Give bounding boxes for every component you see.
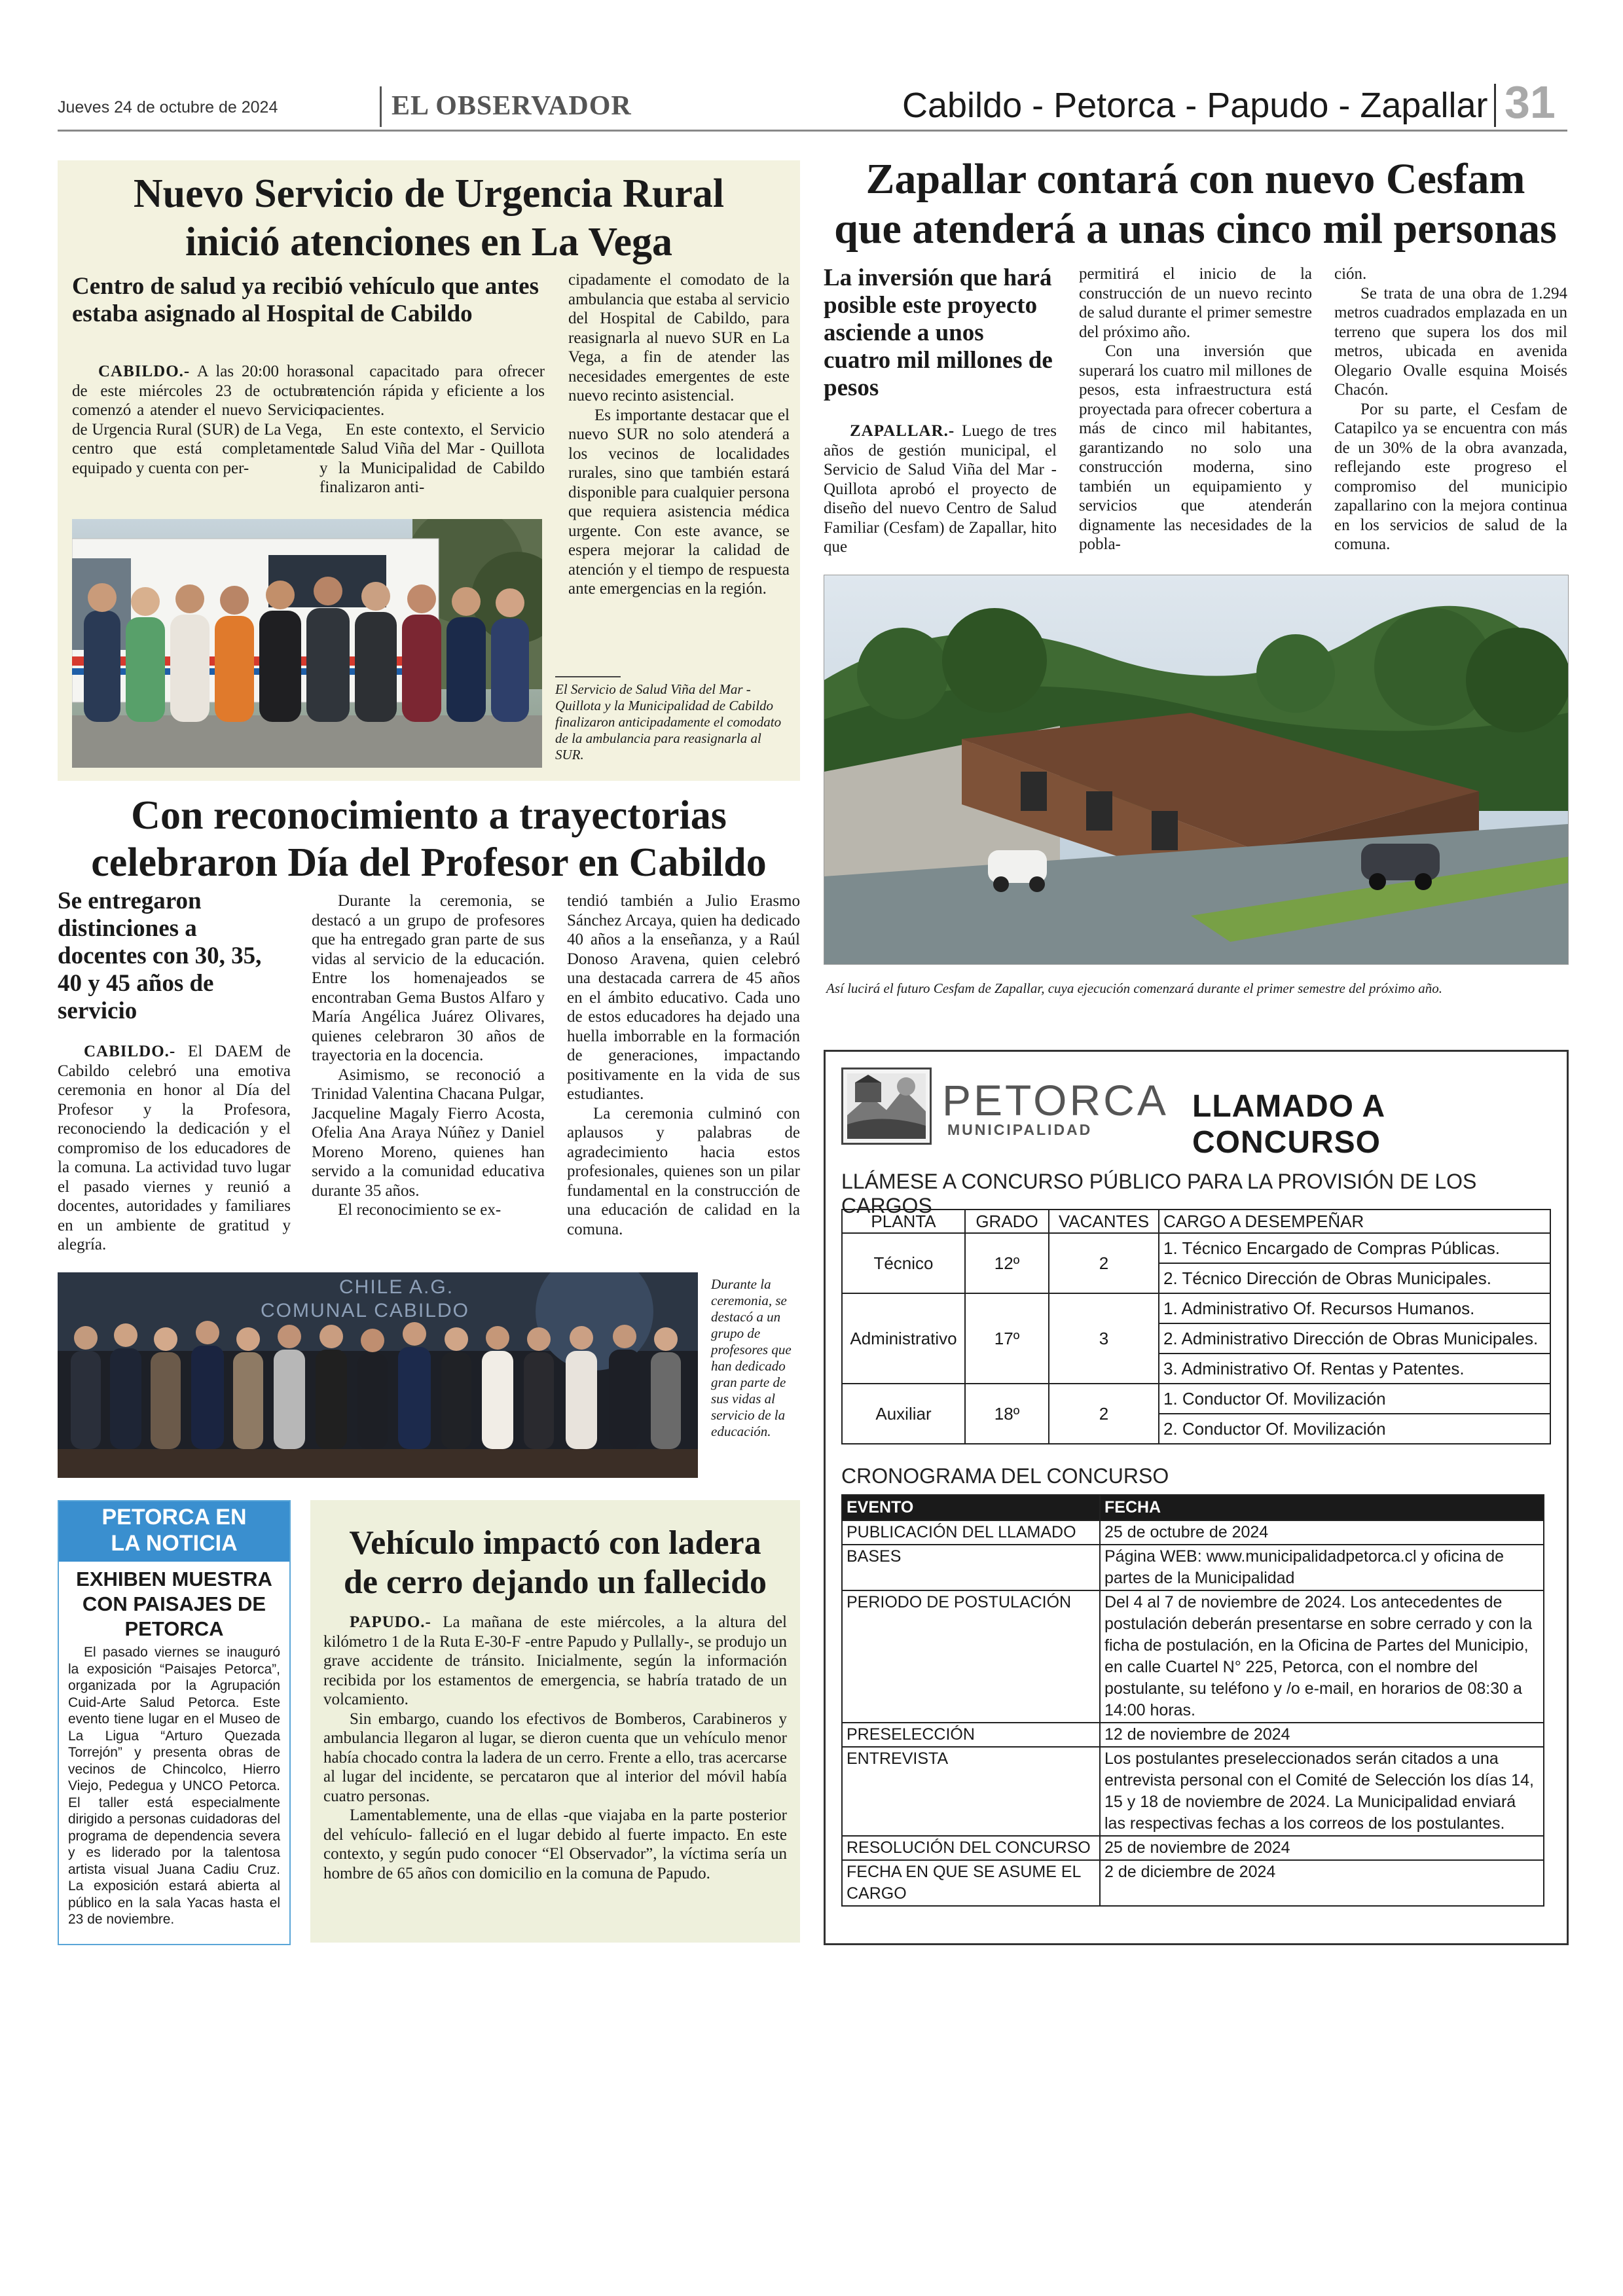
ad-title: LLAMADO A CONCURSO [1192, 1089, 1385, 1160]
cargo-cell: 2. Administrativo Dirección de Obras Municipales. [1159, 1323, 1550, 1354]
table-row [842, 1723, 1544, 1747]
sidebar-title: EXHIBEN MUESTRA CON PAISAJES DE PETORCA [76, 1568, 272, 1640]
cargo-cell: 2. Técnico Dirección de Obras Municipales. [1159, 1263, 1550, 1293]
body-text: Lamentablemente, una de ellas -que viajaba en la parte posterior del vehículo- falleció en el lugar debido al fuerte impacto. En este contexto, y según pudo conocer “El Observador”, la víctima sería un hombre de 65 años con domicilio en la comuna de Papudo. [323, 1806, 787, 1882]
table-row [842, 1747, 1544, 1836]
table-row [842, 1293, 1550, 1323]
page-number: 31 [1504, 77, 1556, 128]
vacantes-cell: 2 [1049, 1384, 1159, 1444]
article-headline [310, 1524, 800, 1602]
issue-date: Jueves 24 de octubre de 2024 [58, 98, 278, 117]
petorca-logo-icon [841, 1067, 932, 1145]
masthead-divider [380, 86, 382, 127]
section-title: Cabildo - Petorca - Papudo - Zapallar [902, 86, 1488, 125]
planta-cell: Técnico [842, 1233, 965, 1293]
article-column [58, 1042, 291, 1255]
article-papudo-accident [310, 1500, 800, 1943]
article-column [312, 891, 545, 1220]
body-text: Luego de tres años de gestión municipal, el Servicio de Salud Viña del Mar - Quillota aprobó el proyecto de diseño del nuevo Centro de Salud Familiar (Cesfam) de Zapallar, hito que [824, 422, 1057, 556]
photo-caption: Durante la ceremonia, se destacó a un grupo de profesores que han dedicado gran parte de sus vidas al servicio de la educación. [711, 1276, 792, 1439]
banner-text: CHILE A.G. [339, 1276, 454, 1298]
positions-table [841, 1209, 1551, 1444]
article-kicker: La inversión que hará posible este proyecto asciende a unos cuatro mil millones de pesos [824, 264, 1053, 401]
fecha-cell: 2 de diciembre de 2024 [1100, 1860, 1544, 1906]
cesfam-render-image [824, 575, 1569, 965]
schedule-table [841, 1494, 1544, 1907]
planta-cell: Auxiliar [842, 1384, 965, 1444]
cargo-cell: 3. Administrativo Of. Rentas y Patentes. [1159, 1354, 1550, 1384]
headline-line: que atenderá a unas cinco mil personas [834, 205, 1557, 253]
article-headline [58, 170, 800, 266]
body-text: En este contexto, el Servicio de Salud Viña del Mar - Quillota y la Municipalidad de Cabildo finalizaron anti- [319, 420, 545, 496]
fecha-cell: 12 de noviembre de 2024 [1100, 1723, 1544, 1747]
logo-sub: MUNICIPALIDAD [947, 1121, 1093, 1138]
table-row [842, 1590, 1544, 1723]
fecha-cell: Página WEB: www.municipalidadpetorca.cl y oficina de partes de la Municipalidad [1100, 1545, 1544, 1590]
teachers-ceremony-photo [58, 1272, 698, 1478]
article-headline [824, 154, 1567, 254]
article-headline [58, 792, 800, 886]
sidebar-header-line: PETORCA EN [101, 1505, 247, 1530]
body-text: A las 20:00 horas de este miércoles 23 de octubre comenzó a atender el nuevo Servicio de Urgencia Rural (SUR) de La Vega, centro que está completamente equipado y cuenta con per- [72, 363, 322, 477]
article-column [824, 422, 1057, 557]
evento-cell: PRESELECCIÓN [842, 1723, 1100, 1747]
body-text: Con una inversión que superará los cuatro mil millones de pesos, esta infraestructura está proyectada para ofrecer cobertura a más de cinco mil habitantes, garantizando no solo una construcción moderna, sino también un equipamiento y servicios que atenderán dignamente las necesidades de la pobla- [1079, 342, 1312, 553]
body-text: Sin embargo, cuando los efectivos de Bomberos, Carabineros y ambulancia llegaron al lugar, se dieron cuenta que un vehículo menor había chocado contra la ladera de un cerro. Frente a ello, tras acercarse al lugar del incidente, se percataron que al interior del móvil había cuatro personas. [323, 1710, 787, 1805]
table-header-row [842, 1210, 1550, 1233]
article-sur-la-vega [58, 160, 800, 781]
body-text: Es importante destacar que el nuevo SUR no solo atenderá a los vecinos de localidades rurales, sino que también estará disponible para cualquier persona que requiera asistencia médica urgente. Con este avance, se espera mejorar la calidad de atención y el tiempo de respuesta ante emergencias en la región. [568, 406, 790, 598]
body-text: tendió también a Julio Erasmo Sánchez Arcaya, quien ha dedicado 40 años a la enseñanza, y a Raúl Donoso Aravena, quien celebró una destacada carrera de 45 años en el ámbito educativo. Cada uno de estos educadores ha dejado una huella imborrable en la formación de generaciones, impactando positivamente en la vida de sus estudiantes. [567, 892, 800, 1103]
table-header: CARGO A DESEMPEÑAR [1159, 1210, 1550, 1233]
planta-cell: Administrativo [842, 1293, 965, 1384]
article-column [1334, 264, 1567, 554]
headline-line: Nuevo Servicio de Urgencia Rural [133, 171, 725, 216]
vacantes-cell: 3 [1049, 1293, 1159, 1384]
fecha-cell: Los postulantes preseleccionados serán citados a una entrevista personal con el Comité de Selección los días 14, 15 y 18 de noviembre de 2024. La Municipalidad enviará las respectivas fechas a los correos de los postulantes. [1100, 1747, 1544, 1836]
table-header-row [842, 1495, 1544, 1520]
photo-caption: El Servicio de Salud Viña del Mar - Quillota y la Municipalidad de Cabildo finalizaron anticipadamente el comodato de la ambulancia para reasignarla al SUR. [555, 681, 782, 762]
article-column [72, 362, 322, 478]
fecha-cell: Del 4 al 7 de noviembre de 2024. Los antecedentes de postulación deberán presentarse en sobre cerrado y con la ficha de postulación, en la Oficina de Partes del Municipio, en calle Cuartel N° 225, Petorca, con el nombre del postulante, su teléfono y /o e-mail, en horarios de 08:30 a 14:00 horas. [1100, 1590, 1544, 1723]
cargo-cell: 1. Administrativo Of. Recursos Humanos. [1159, 1293, 1550, 1323]
evento-cell: PERIODO DE POSTULACIÓN [842, 1590, 1100, 1723]
article-kicker: Se entregaron distinciones a docentes con 30, 35, 40 y 45 años de servicio [58, 888, 262, 1024]
fecha-cell: 25 de noviembre de 2024 [1100, 1836, 1544, 1860]
masthead-divider-right [1494, 84, 1496, 127]
dateline: CABILDO.- [98, 363, 191, 380]
headline-line: de cerro dejando un fallecido [343, 1564, 767, 1601]
headline-line: Vehículo impactó con ladera [349, 1524, 761, 1562]
logo-name: PETORCA [942, 1076, 1169, 1124]
evento-cell: FECHA EN QUE SE ASUME EL CARGO [842, 1860, 1100, 1906]
photo-caption: Así lucirá el futuro Cesfam de Zapallar, cuya ejecución comenzará durante el primer semestre del próximo año. [826, 980, 1442, 996]
table-header: PLANTA [842, 1210, 965, 1233]
body-text: La ceremonia culminó con aplausos y palabras de agradecimiento hacia estos profesionales, quienes son un pilar fundamental en la construcción de una educación de calidad en la comuna. [567, 1104, 800, 1238]
cargo-cell: 1. Conductor Of. Movilización [1159, 1384, 1550, 1414]
cargo-cell: 1. Técnico Encargado de Compras Públicas. [1159, 1233, 1550, 1263]
body-text: cipadamente el comodato de la ambulancia que estaba al servicio del Hospital de Cabildo, para reasignarla al nuevo SUR en La Vega, a fin de atender las necesidades emergentes de este nuevo recinto asistencial. [568, 271, 790, 404]
sidebar-header-line: LA NOTICIA [111, 1531, 238, 1556]
article-kicker: Centro de salud ya recibió vehículo que antes estaba asignado al Hospital de Cabildo [72, 273, 539, 327]
grado-cell: 17º [965, 1293, 1049, 1384]
evento-cell: BASES [842, 1545, 1100, 1590]
article-column [567, 891, 800, 1239]
headline-line: celebraron Día del Profesor en Cabildo [91, 840, 767, 885]
body-text: Se trata de una obra de 1.294 metros cuadrados emplazada en un terreno que supera los dos mil metros, ubicada en avenida Olegario Ovalle esquina Moisés Chacón. [1334, 284, 1567, 399]
body-text: El reconocimiento se ex- [338, 1201, 501, 1219]
sidebar-header [59, 1501, 289, 1562]
sidebar-body: El pasado viernes se inauguró la exposición “Paisajes Petorca”, organizada por la Agrupación Cuid-Arte Salud Petorca. Este evento tiene lugar en el Museo de La Ligua “Arturo Quezada Torrejón” y presenta obras de vecinos de Chincolco, Hierro Viejo, Pedegua y UNCO Petorca. El taller está especialmente dirigido a personas cuidadoras del programa de dependencia severa y es liderado por la talentosa artista visual Juana Cadiu Cruz. La exposición estará abierta al público en la sala Yacas hasta el 23 de noviembre. [68, 1645, 280, 1927]
evento-cell: RESOLUCIÓN DEL CONCURSO [842, 1836, 1100, 1860]
table-row [842, 1860, 1544, 1906]
banner-text: COMUNAL CABILDO [261, 1300, 469, 1321]
grado-cell: 12º [965, 1233, 1049, 1293]
article-column [1079, 264, 1312, 554]
article-column [323, 1613, 787, 1883]
dateline: PAPUDO.- [350, 1613, 431, 1631]
headline-line: inició atenciones en La Vega [185, 220, 673, 264]
vacantes-cell: 2 [1049, 1233, 1159, 1293]
table-row [842, 1233, 1550, 1263]
schedule-title: CRONOGRAMA DEL CONCURSO [841, 1464, 1169, 1488]
body-text: sonal capacitado para ofrecer atención rápida y eficiente a los pacientes. [319, 363, 545, 419]
body-text: permitirá el inicio de la construcción de un nuevo recinto de salud durante el primer semestre del próximo año. [1079, 265, 1312, 341]
article-column [568, 270, 790, 599]
grado-cell: 18º [965, 1384, 1049, 1444]
cargo-cell: 2. Conductor Of. Movilización [1159, 1414, 1550, 1444]
caption-divider [555, 676, 621, 677]
dateline: CABILDO.- [84, 1043, 176, 1060]
sidebar-petorca [58, 1500, 291, 1945]
table-header: GRADO [965, 1210, 1049, 1233]
table-header: EVENTO [842, 1495, 1100, 1520]
table-header: VACANTES [1049, 1210, 1159, 1233]
table-row [842, 1384, 1550, 1414]
table-row [842, 1836, 1544, 1860]
newspaper-name: EL OBSERVADOR [392, 91, 632, 121]
body-text: Durante la ceremonia, se destacó a un grupo de profesores que ha entregado gran parte de sus vidas al servicio de la educación. Entre los homenajeados se encontraban Gema Bustos Alfaro y María Angélica Juárez Olivares, quienes celebraron 30 años de trayectoria en la docencia. [312, 892, 545, 1064]
fecha-cell: 25 de octubre de 2024 [1100, 1520, 1544, 1545]
table-header: FECHA [1100, 1495, 1544, 1520]
body-text: Por su parte, el Cesfam de Catapilco ya se encuentra con más de un 30% de la obra avanzada, reflejando este progreso el compromiso del municipio zapallarino con la mejora continua en los servicios de salud de la comuna. [1334, 400, 1567, 553]
headline-line: Zapallar contará con nuevo Cesfam [866, 155, 1525, 203]
table-row [842, 1520, 1544, 1545]
body-text: ción. [1334, 265, 1367, 283]
body-text: La mañana de este miércoles, a la altura del kilómetro 1 de la Ruta E-30-F -entre Papudo y Pullally-, se produjo un grave accidente de tránsito. Inicialmente, según la información recibida por los estamentos de emergencia, se habría tratado de un volcamiento. [323, 1613, 788, 1708]
evento-cell: PUBLICACIÓN DEL LLAMADO [842, 1520, 1100, 1545]
ad-llamado-concurso [824, 1050, 1569, 1945]
ad-intro: LLÁMESE A CONCURSO PÚBLICO PARA LA PROVISIÓN DE LOS CARGOS [841, 1170, 1477, 1217]
ambulance-team-photo [72, 519, 542, 768]
article-column [319, 362, 545, 497]
table-row [842, 1545, 1544, 1590]
body-text: Asimismo, se reconoció a Trinidad Valentina Chacana Pulgar, Jacqueline Magaly Fierro Acosta, Ofelia Ana Araya Núñez y Daniel Moreno Moreno, quienes han servido a la comunidad educativa durante 35 años. [312, 1066, 545, 1200]
dateline: ZAPALLAR.- [850, 422, 955, 440]
evento-cell: ENTREVISTA [842, 1747, 1100, 1836]
masthead-rule [58, 130, 1567, 132]
headline-line: Con reconocimiento a trayectorias [131, 793, 727, 838]
body-text: El DAEM de Cabildo celebró una emotiva ceremonia en honor al Día del Profesor y la Profesora, reconociendo la dedicación y el compromiso de los educadores de la comuna. La actividad tuvo lugar el pasado viernes y reunió a docentes, autoridades y familiares en un ambiente de gratitud y alegría. [58, 1043, 291, 1253]
